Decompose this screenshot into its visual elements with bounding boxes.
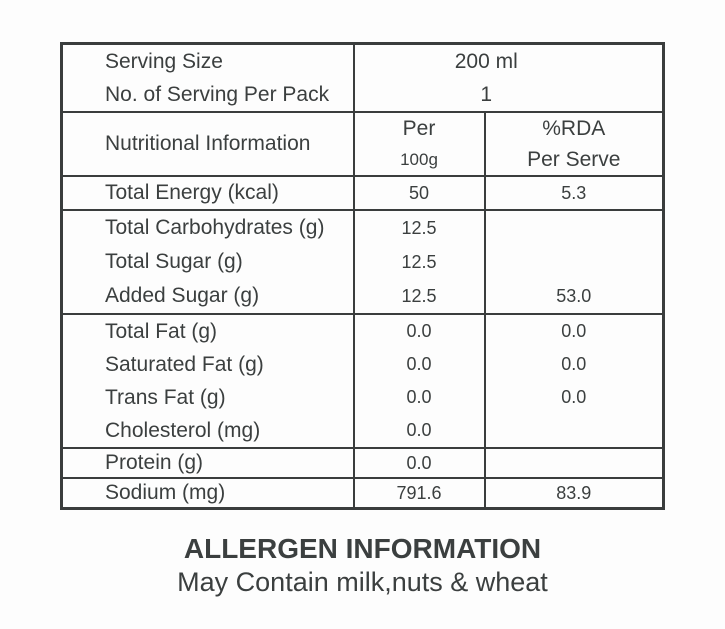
per-100g-header-line1: Per bbox=[402, 116, 436, 140]
group-sodium-labels bbox=[62, 478, 354, 509]
group-carbohydrates-per100g bbox=[354, 210, 485, 314]
nutrient-label: Total Fat (g) bbox=[105, 319, 218, 343]
nutrient-label: Cholesterol (mg) bbox=[105, 418, 261, 442]
nutrient-rda-value: 0.0 bbox=[561, 387, 587, 407]
serving-size-value: 200 ml bbox=[454, 49, 518, 73]
nutrient-label: Added Sugar (g) bbox=[105, 284, 260, 307]
nutrient-label: Saturated Fat (g) bbox=[105, 352, 264, 376]
nutrient-label: Total Carbohydrates (g) bbox=[105, 216, 325, 239]
allergen-section bbox=[0, 532, 725, 599]
group-energy-per100g bbox=[354, 176, 485, 210]
nutrient-per100g-value: 12.5 bbox=[401, 217, 437, 238]
nutrient-rda-value bbox=[486, 211, 663, 245]
nutrient-rda-value: 0.0 bbox=[561, 321, 587, 341]
allergen-text: May Contain milk,nuts & wheat bbox=[177, 567, 548, 597]
nutrient-rda-value bbox=[486, 245, 663, 279]
nutrient-label: Trans Fat (g) bbox=[105, 385, 226, 409]
serving-row bbox=[62, 44, 664, 113]
group-fats-rda bbox=[485, 314, 664, 448]
nutrient-rda-value: 53.0 bbox=[556, 285, 592, 306]
nutrition-table bbox=[60, 42, 665, 510]
nutrient-per100g-value: 791.6 bbox=[396, 482, 442, 503]
group-carbohydrates-labels bbox=[62, 210, 354, 314]
group-sodium-per100g bbox=[354, 478, 485, 509]
group-carbohydrates bbox=[62, 210, 664, 314]
serving-size-label: Serving Size bbox=[105, 49, 223, 73]
nutrient-per100g-value: 0.0 bbox=[406, 420, 432, 440]
group-fats-labels bbox=[62, 314, 354, 448]
rda-header-cell bbox=[485, 112, 664, 176]
group-sodium bbox=[62, 478, 664, 509]
nutrient-rda-value: 0.0 bbox=[561, 354, 587, 374]
group-protein-labels bbox=[62, 448, 354, 478]
nutrient-rda-value bbox=[486, 414, 663, 447]
nutrient-label: Sodium (mg) bbox=[105, 481, 226, 504]
group-protein-rda bbox=[485, 448, 664, 478]
group-energy-rda bbox=[485, 176, 664, 210]
serving-labels-cell bbox=[62, 44, 354, 113]
nutrient-label: Total Sugar (g) bbox=[105, 250, 243, 273]
group-energy-labels bbox=[62, 176, 354, 210]
nutrient-label: Protein (g) bbox=[105, 451, 204, 474]
per-100g-header-line2: 100g bbox=[400, 149, 438, 169]
nutrient-label: Total Energy (kcal) bbox=[105, 181, 279, 204]
nutrient-per100g-value: 0.0 bbox=[406, 387, 432, 407]
group-fats bbox=[62, 314, 664, 448]
serving-values-cell bbox=[354, 44, 664, 113]
nutrient-per100g-value: 12.5 bbox=[401, 285, 437, 306]
nutritional-information-header: Nutritional Information bbox=[105, 132, 311, 155]
group-protein bbox=[62, 448, 664, 478]
nutrient-per100g-value: 0.0 bbox=[406, 354, 432, 374]
nutrient-rda-value: 5.3 bbox=[561, 182, 587, 203]
rda-header-line2: Per Serve bbox=[527, 147, 621, 171]
nutrient-per100g-value: 0.0 bbox=[406, 452, 432, 473]
nutrient-rda-value bbox=[486, 449, 663, 477]
nutrient-per100g-value: 12.5 bbox=[401, 251, 437, 272]
nutrient-per100g-value: 50 bbox=[408, 182, 430, 203]
column-header-row bbox=[62, 112, 664, 176]
allergen-title: ALLERGEN INFORMATION bbox=[183, 533, 542, 564]
group-carbohydrates-rda bbox=[485, 210, 664, 314]
info-header-cell bbox=[62, 112, 354, 176]
group-fats-per100g bbox=[354, 314, 485, 448]
group-sodium-rda bbox=[485, 478, 664, 509]
servings-per-pack-label: No. of Serving Per Pack bbox=[105, 82, 330, 106]
servings-per-pack-value: 1 bbox=[480, 82, 493, 106]
per-100g-header-cell bbox=[354, 112, 485, 176]
rda-header-line1: %RDA bbox=[542, 116, 606, 140]
nutrient-rda-value: 83.9 bbox=[556, 482, 592, 503]
nutrient-per100g-value: 0.0 bbox=[406, 321, 432, 341]
group-protein-per100g bbox=[354, 448, 485, 478]
group-energy bbox=[62, 176, 664, 210]
